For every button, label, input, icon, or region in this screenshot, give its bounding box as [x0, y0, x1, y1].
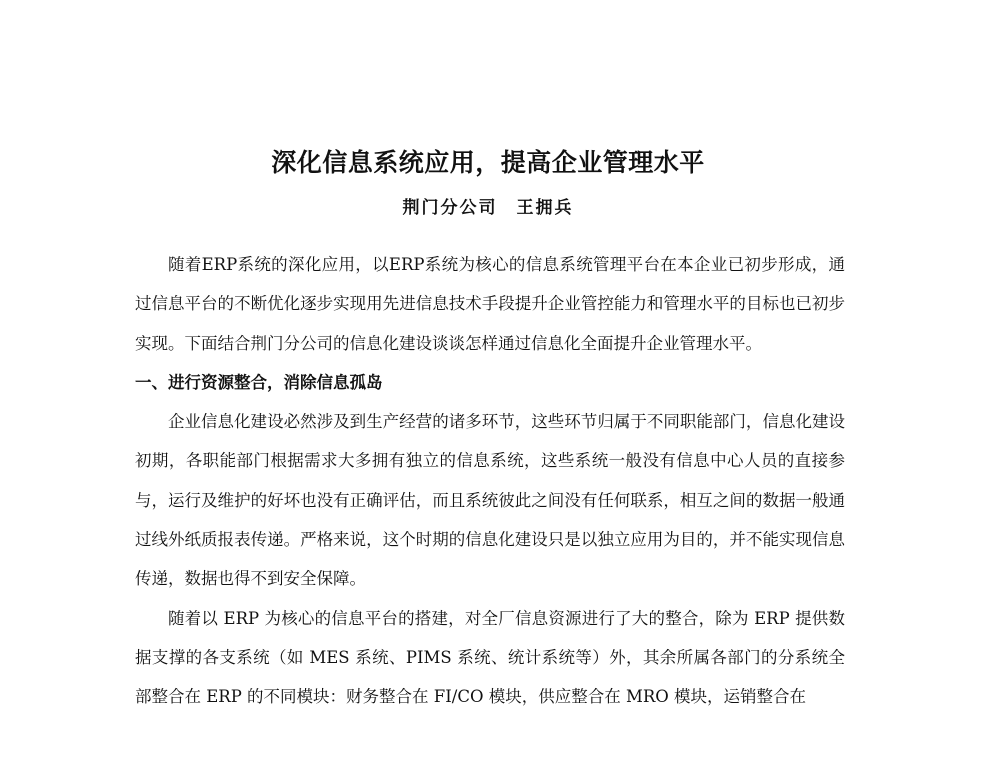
document-body	[135, 245, 845, 717]
document-title: 深化信息系统应用，提高企业管理水平	[271, 148, 705, 177]
section-paragraph: 随着以 ERP 为核心的信息平台的搭建，对全厂信息资源进行了大的整合，除为 ERP 提供数据支撑的各支系统（如 MES 系统、PIMS 系统、统计系统等）外，其余所属各部门的分系统全部整合在 ERP 的不同模块：财务整合在 FI/CO 模块，供应整合在 MRO 模块，运销整合在	[135, 608, 845, 707]
section-heading: 一、进行资源整合，消除信息孤岛	[135, 372, 383, 392]
intro-paragraph: 随着ERP系统的深化应用，以ERP系统为核心的信息系统管理平台在本企业已初步形成，通过信息平台的不断优化逐步实现用先进信息技术手段提升企业管控能力和管理水平的目标也已初步实现。下面结合荆门分公司的信息化建设谈谈怎样通过信息化全面提升企业管理水平。	[135, 255, 845, 353]
section-paragraph: 企业信息化建设必然涉及到生产经营的诸多环节，这些环节归属于不同职能部门，信息化建设初期，各职能部门根据需求大多拥有独立的信息系统，这些系统一般没有信息中心人员的直接参与，运行及维护的好坏也没有正确评估，而且系统彼此之间没有任何联系，相互之间的数据一般通过线外纸质报表传递。严格来说，这个时期的信息化建设只是以独立应用为目的，并不能实现信息传递，数据也得不到安全保障。	[135, 412, 845, 589]
document-author: 荆门分公司 王拥兵	[402, 198, 574, 218]
